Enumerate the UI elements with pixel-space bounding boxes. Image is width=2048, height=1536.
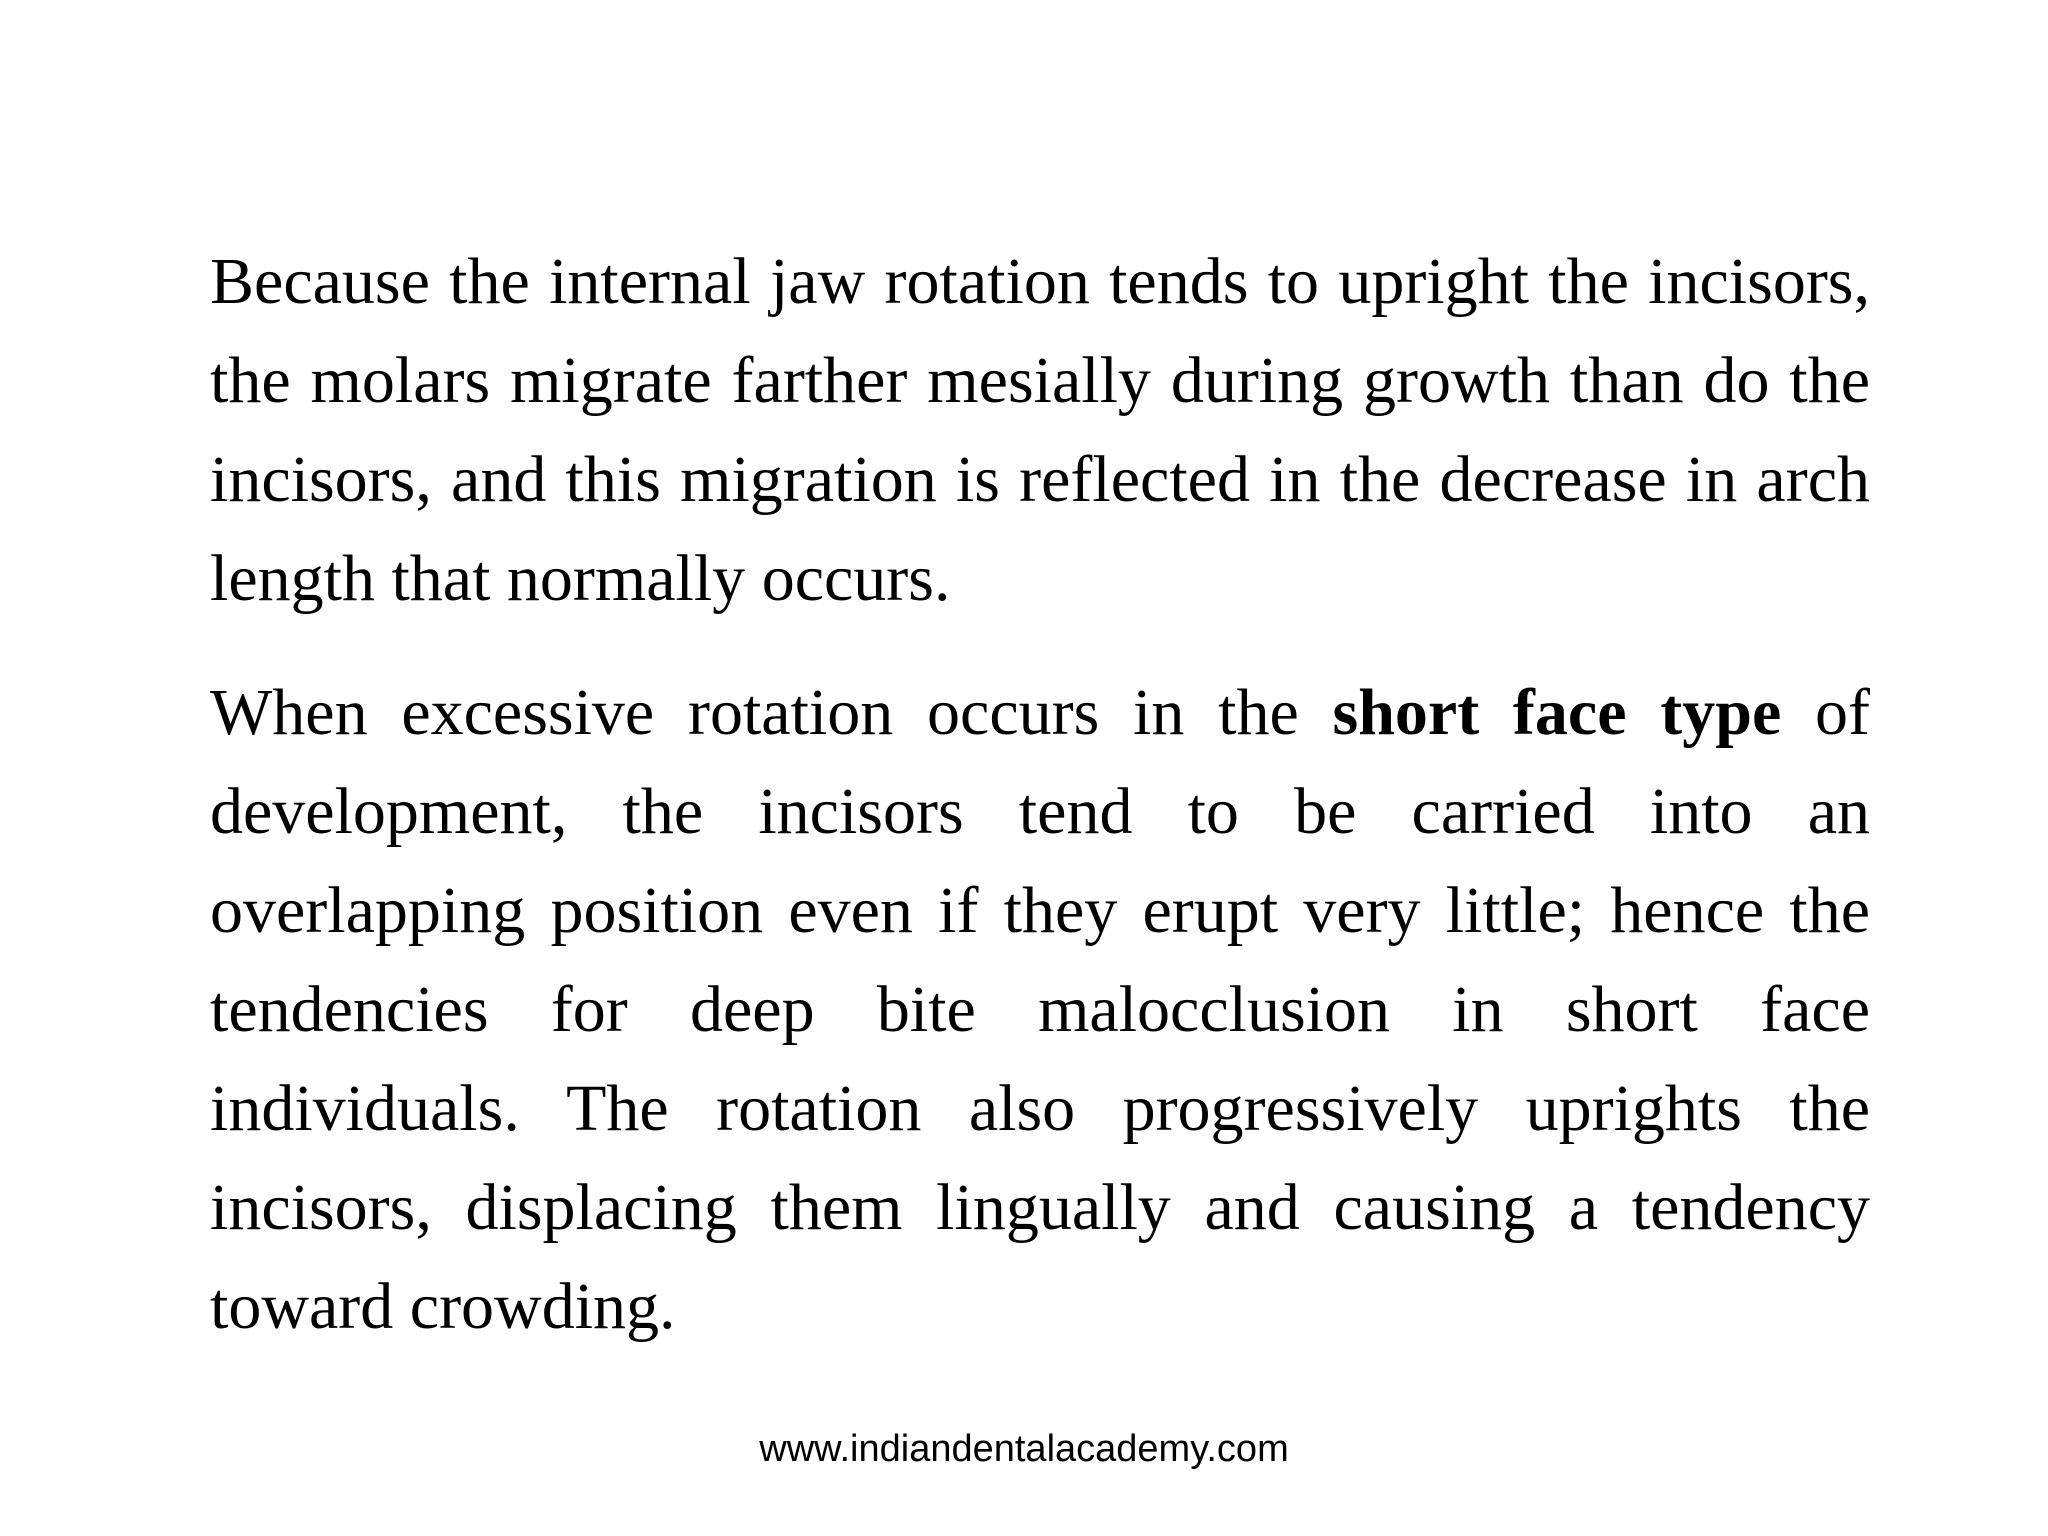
footer-website: www.indiandentalacademy.com: [759, 1428, 1289, 1470]
emphasis-short-face-type: short face type: [1332, 676, 1782, 749]
paragraph-2-intro: When excessive rotation occurs in the: [210, 676, 1333, 749]
paragraph-2-rest: of development, the incisors tend to be carried into an overlapping position even if they erupt very little; hence the tendencies for deep bite malocclusion in short face individuals. The rotation also progressively uprights the incisors, displacing them lingually and causing a tendency toward crowding.: [210, 676, 1870, 1343]
paragraph-2: [210, 663, 1870, 1356]
body-text: [210, 232, 1870, 1356]
paragraph-1: Because the internal jaw rotation tends to upright the incisors, the molars migrate farther mesially during growth than do the incisors, and this migration is reflected in the decrease in arch length that normally occurs.: [210, 245, 1870, 615]
